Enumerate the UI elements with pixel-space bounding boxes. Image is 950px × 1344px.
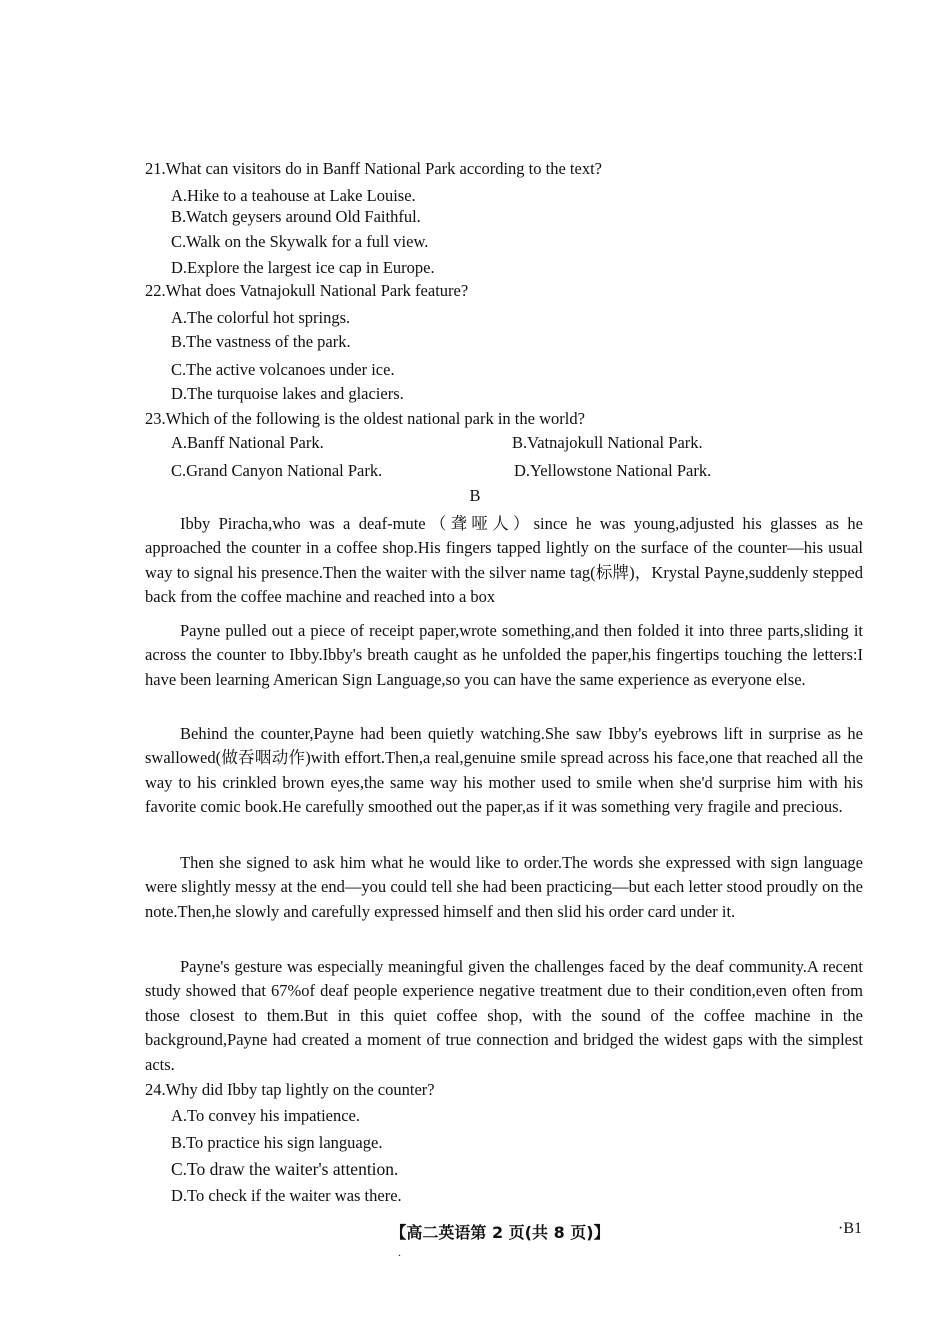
question-22-option-d: D.The turquoise lakes and glaciers. (171, 384, 404, 403)
paper-code: ·B1 (838, 1220, 862, 1237)
question-23-option-c: C.Grand Canyon National Park. (171, 461, 383, 480)
question-24-stem: 24.Why did Ibby tap lightly on the counter? (145, 1080, 435, 1099)
question-21-option-a: A.Hike to a teahouse at Lake Louise. (171, 186, 416, 205)
passage-paragraph-5: Payne's gesture was especially meaningful given the challenges faced by the deaf community.A recent study showed that 67%of deaf people experience negative treatment due to their condition,even often from those closest to them.But in this quiet coffee shop, with the sound of the coffee machine in the background,Payne had created a moment of true connection and bridged the widest gaps with the simplest acts. (145, 957, 863, 1074)
question-22-stem: 22.What does Vatnajokull National Park feature? (145, 281, 469, 300)
question-24-option-b: B.To practice his sign language. (171, 1133, 383, 1152)
question-22-option-b: B.The vastness of the park. (171, 332, 351, 351)
question-21-option-b: B.Watch geysers around Old Faithful. (171, 207, 421, 226)
passage-paragraph-3: Behind the counter,Payne had been quietly watching.She saw Ibby's eyebrows lift in surprise as he swallowed(做吞咽动作)with effort.Then,a real,genuine smile spread across his face,one that reached all the way to his crinkled brown eyes,the same way his mother used to smile when she'd surprise him with his favorite comic book.He carefully smoothed out the paper,as if it was something very fragile and precious. (145, 724, 863, 817)
passage-heading: B (469, 486, 481, 505)
passage-paragraph-4: Then she signed to ask him what he would like to order.The words she expressed with sign language were slightly messy at the end—you could tell she had been practicing—but each letter stood proudly on the note.Then,he slowly and carefully expressed himself and then slid his order card under it. (145, 853, 863, 921)
footer-dot: . (398, 1245, 401, 1259)
question-21-stem: 21.What can visitors do in Banff National Park according to the text? (145, 159, 602, 178)
page-footer-label: 【高二英语第 2 页(共 8 页)】 (390, 1223, 610, 1242)
question-24-option-d: D.To check if the waiter was there. (171, 1186, 402, 1205)
question-23-option-a: A.Banff National Park. (171, 433, 324, 452)
question-24-option-c: C.To draw the waiter's attention. (171, 1159, 399, 1179)
passage-paragraph-2: Payne pulled out a piece of receipt paper,wrote something,and then folded it into three parts,sliding it across the counter to Ibby.Ibby's breath caught as he unfolded the paper,his fingertips touching the letters:I have been learning American Sign Language,so you can have the same experience as everyone else. (145, 621, 863, 689)
question-21-option-c: C.Walk on the Skywalk for a full view. (171, 232, 429, 251)
question-22-option-a: A.The colorful hot springs. (171, 308, 351, 327)
question-21-option-d: D.Explore the largest ice cap in Europe. (171, 258, 435, 277)
question-23-stem: 23.Which of the following is the oldest national park in the world? (145, 409, 585, 428)
question-22-option-c: C.The active volcanoes under ice. (171, 360, 395, 379)
question-23-option-d: D.Yellowstone National Park. (514, 461, 712, 480)
question-24-option-a: A.To convey his impatience. (171, 1106, 361, 1125)
passage-paragraph-1: Ibby Piracha,who was a deaf-mute（聋哑人）since he was young,adjusted his glasses as he approached the counter in a coffee shop.His fingers tapped lightly on the surface of the counter—his usual way to signal his presence.Then the waiter with the silver name tag(标牌)，Krystal Payne,suddenly stepped back from the coffee machine and reached into a box (145, 514, 863, 607)
question-23-option-b: B.Vatnajokull National Park. (512, 433, 703, 452)
